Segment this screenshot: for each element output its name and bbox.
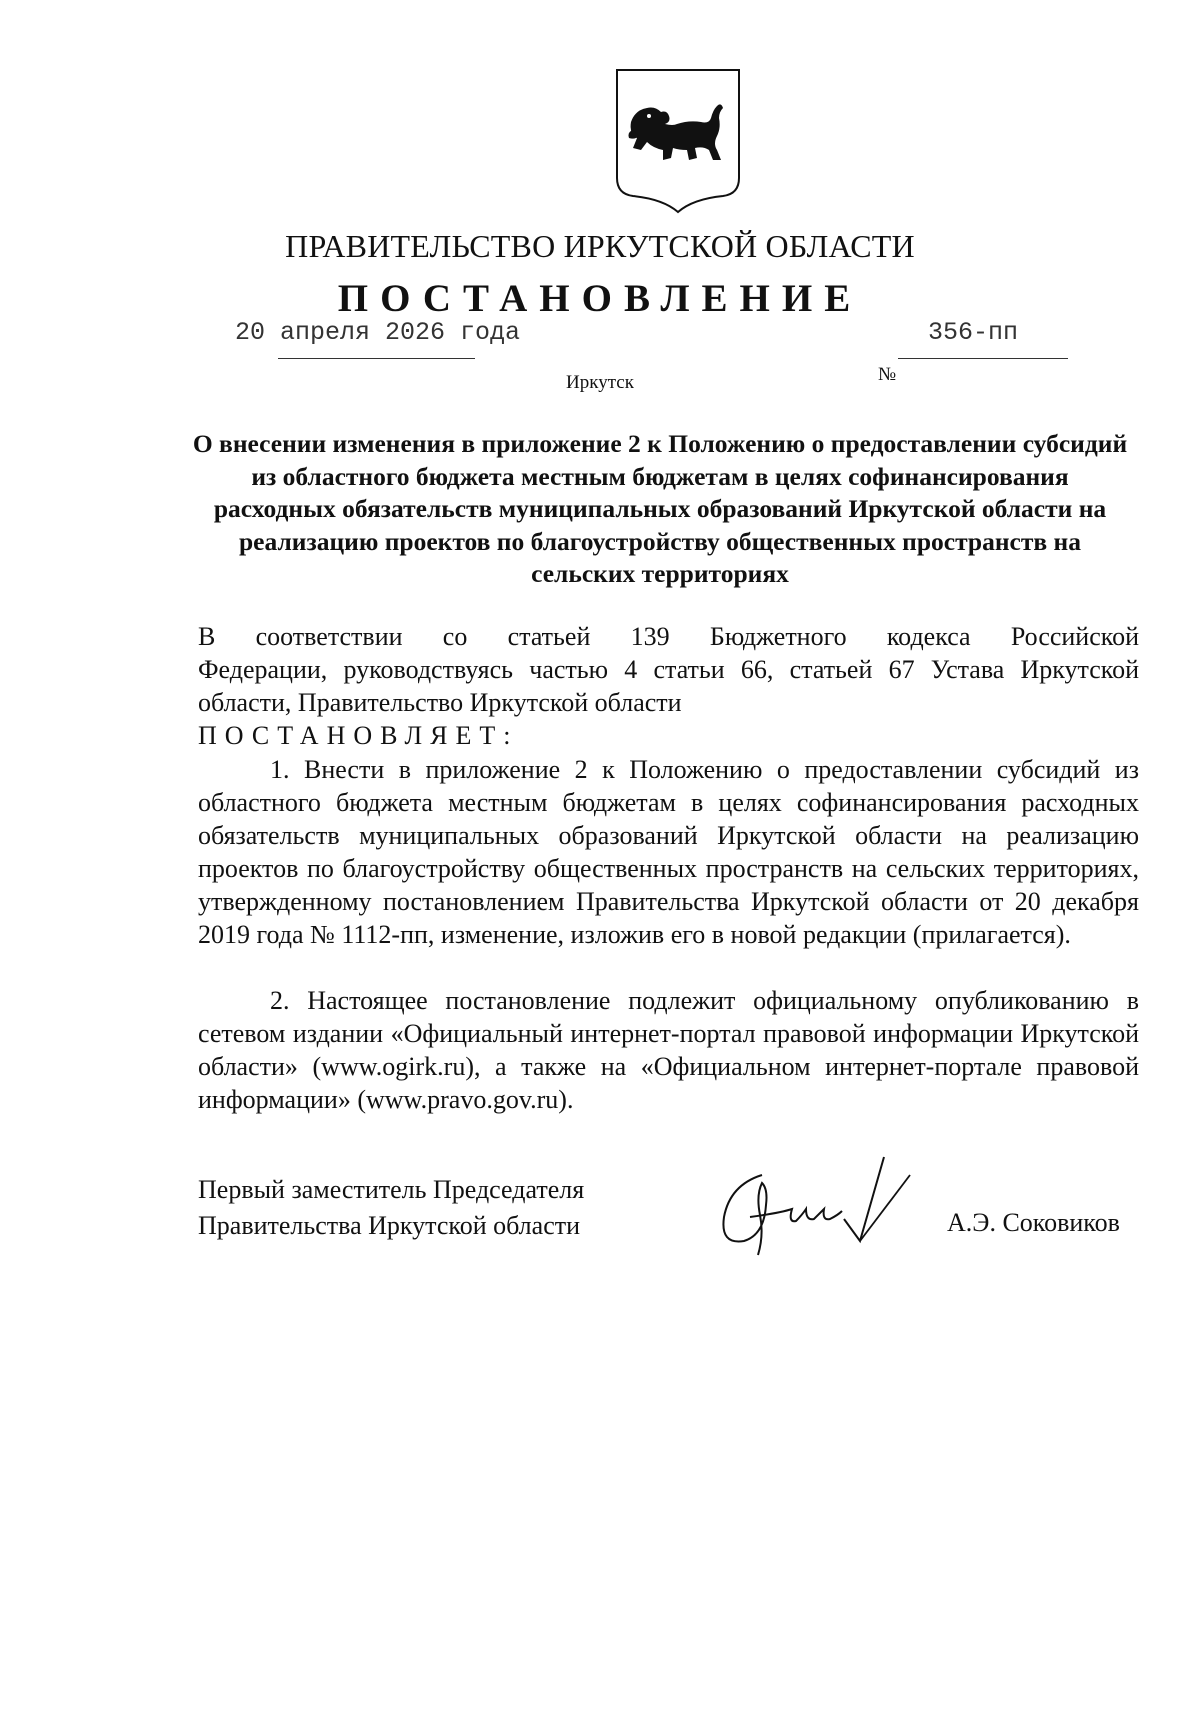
document-type-title: ПОСТАНОВЛЕНИЕ <box>337 277 863 320</box>
handwritten-signature-icon <box>710 1155 940 1265</box>
government-title: ПРАВИТЕЛЬСТВО ИРКУТСКОЙ ОБЛАСТИ <box>285 228 915 264</box>
resolution-item-2: 2. Настоящее постановление подлежит официальному опубликованию в сетевом издании «Официальный интернет-портал правовой информации Иркутской области» (www.ogirk.ru), а также на «Официальном интернет-портале правовой информации» (www.pravo.gov.ru). <box>198 986 1139 1114</box>
resolves-label: ПОСТАНОВЛЯЕТ: <box>198 721 519 750</box>
date-underline <box>278 358 475 359</box>
number-sign: № <box>878 364 897 385</box>
preamble-first-line: В соответствии со статьей 139 Бюджетного кодекса Российской <box>198 622 1139 651</box>
preamble-text: Федерации, руководствуясь частью 4 статьи 66, статьей 67 Устава Иркутской области, Правительство Иркутской области <box>198 655 1139 717</box>
document-heading: О внесении изменения в приложение 2 к Положению о предоставлении субсидий из областного бюджета местным бюджетам в целях софинансирования расходных обязательств муниципальных образований Иркутской области на реализацию проектов по благоустройству общественных пространств на сельских территориях <box>192 429 1128 588</box>
document-date: 20 апреля 2026 года <box>235 318 521 347</box>
number-underline <box>898 358 1068 359</box>
document-number: 356-пп <box>928 318 1019 347</box>
signer-position-line-1: Первый заместитель Председателя <box>198 1175 585 1204</box>
resolution-item-1: 1. Внести в приложение 2 к Положению о предоставлении субсидий из областного бюджета местным бюджетам в целях софинансирования расходных обязательств муниципальных образований Иркутской области на реализацию проектов по благоустройству общественных пространств на сельских территориях, утвержденному постановлением Правительства Иркутской области от 20 декабря 2019 года № 1112-пп, изменение, изложив его в новой редакции (прилагается). <box>198 755 1139 949</box>
city-label: Иркутск <box>566 372 634 393</box>
irkutsk-coat-of-arms-icon <box>613 66 743 216</box>
signer-name: А.Э. Соковиков <box>947 1208 1120 1237</box>
signer-position-line-2: Правительства Иркутской области <box>198 1211 581 1240</box>
signer-position <box>198 1172 584 1244</box>
